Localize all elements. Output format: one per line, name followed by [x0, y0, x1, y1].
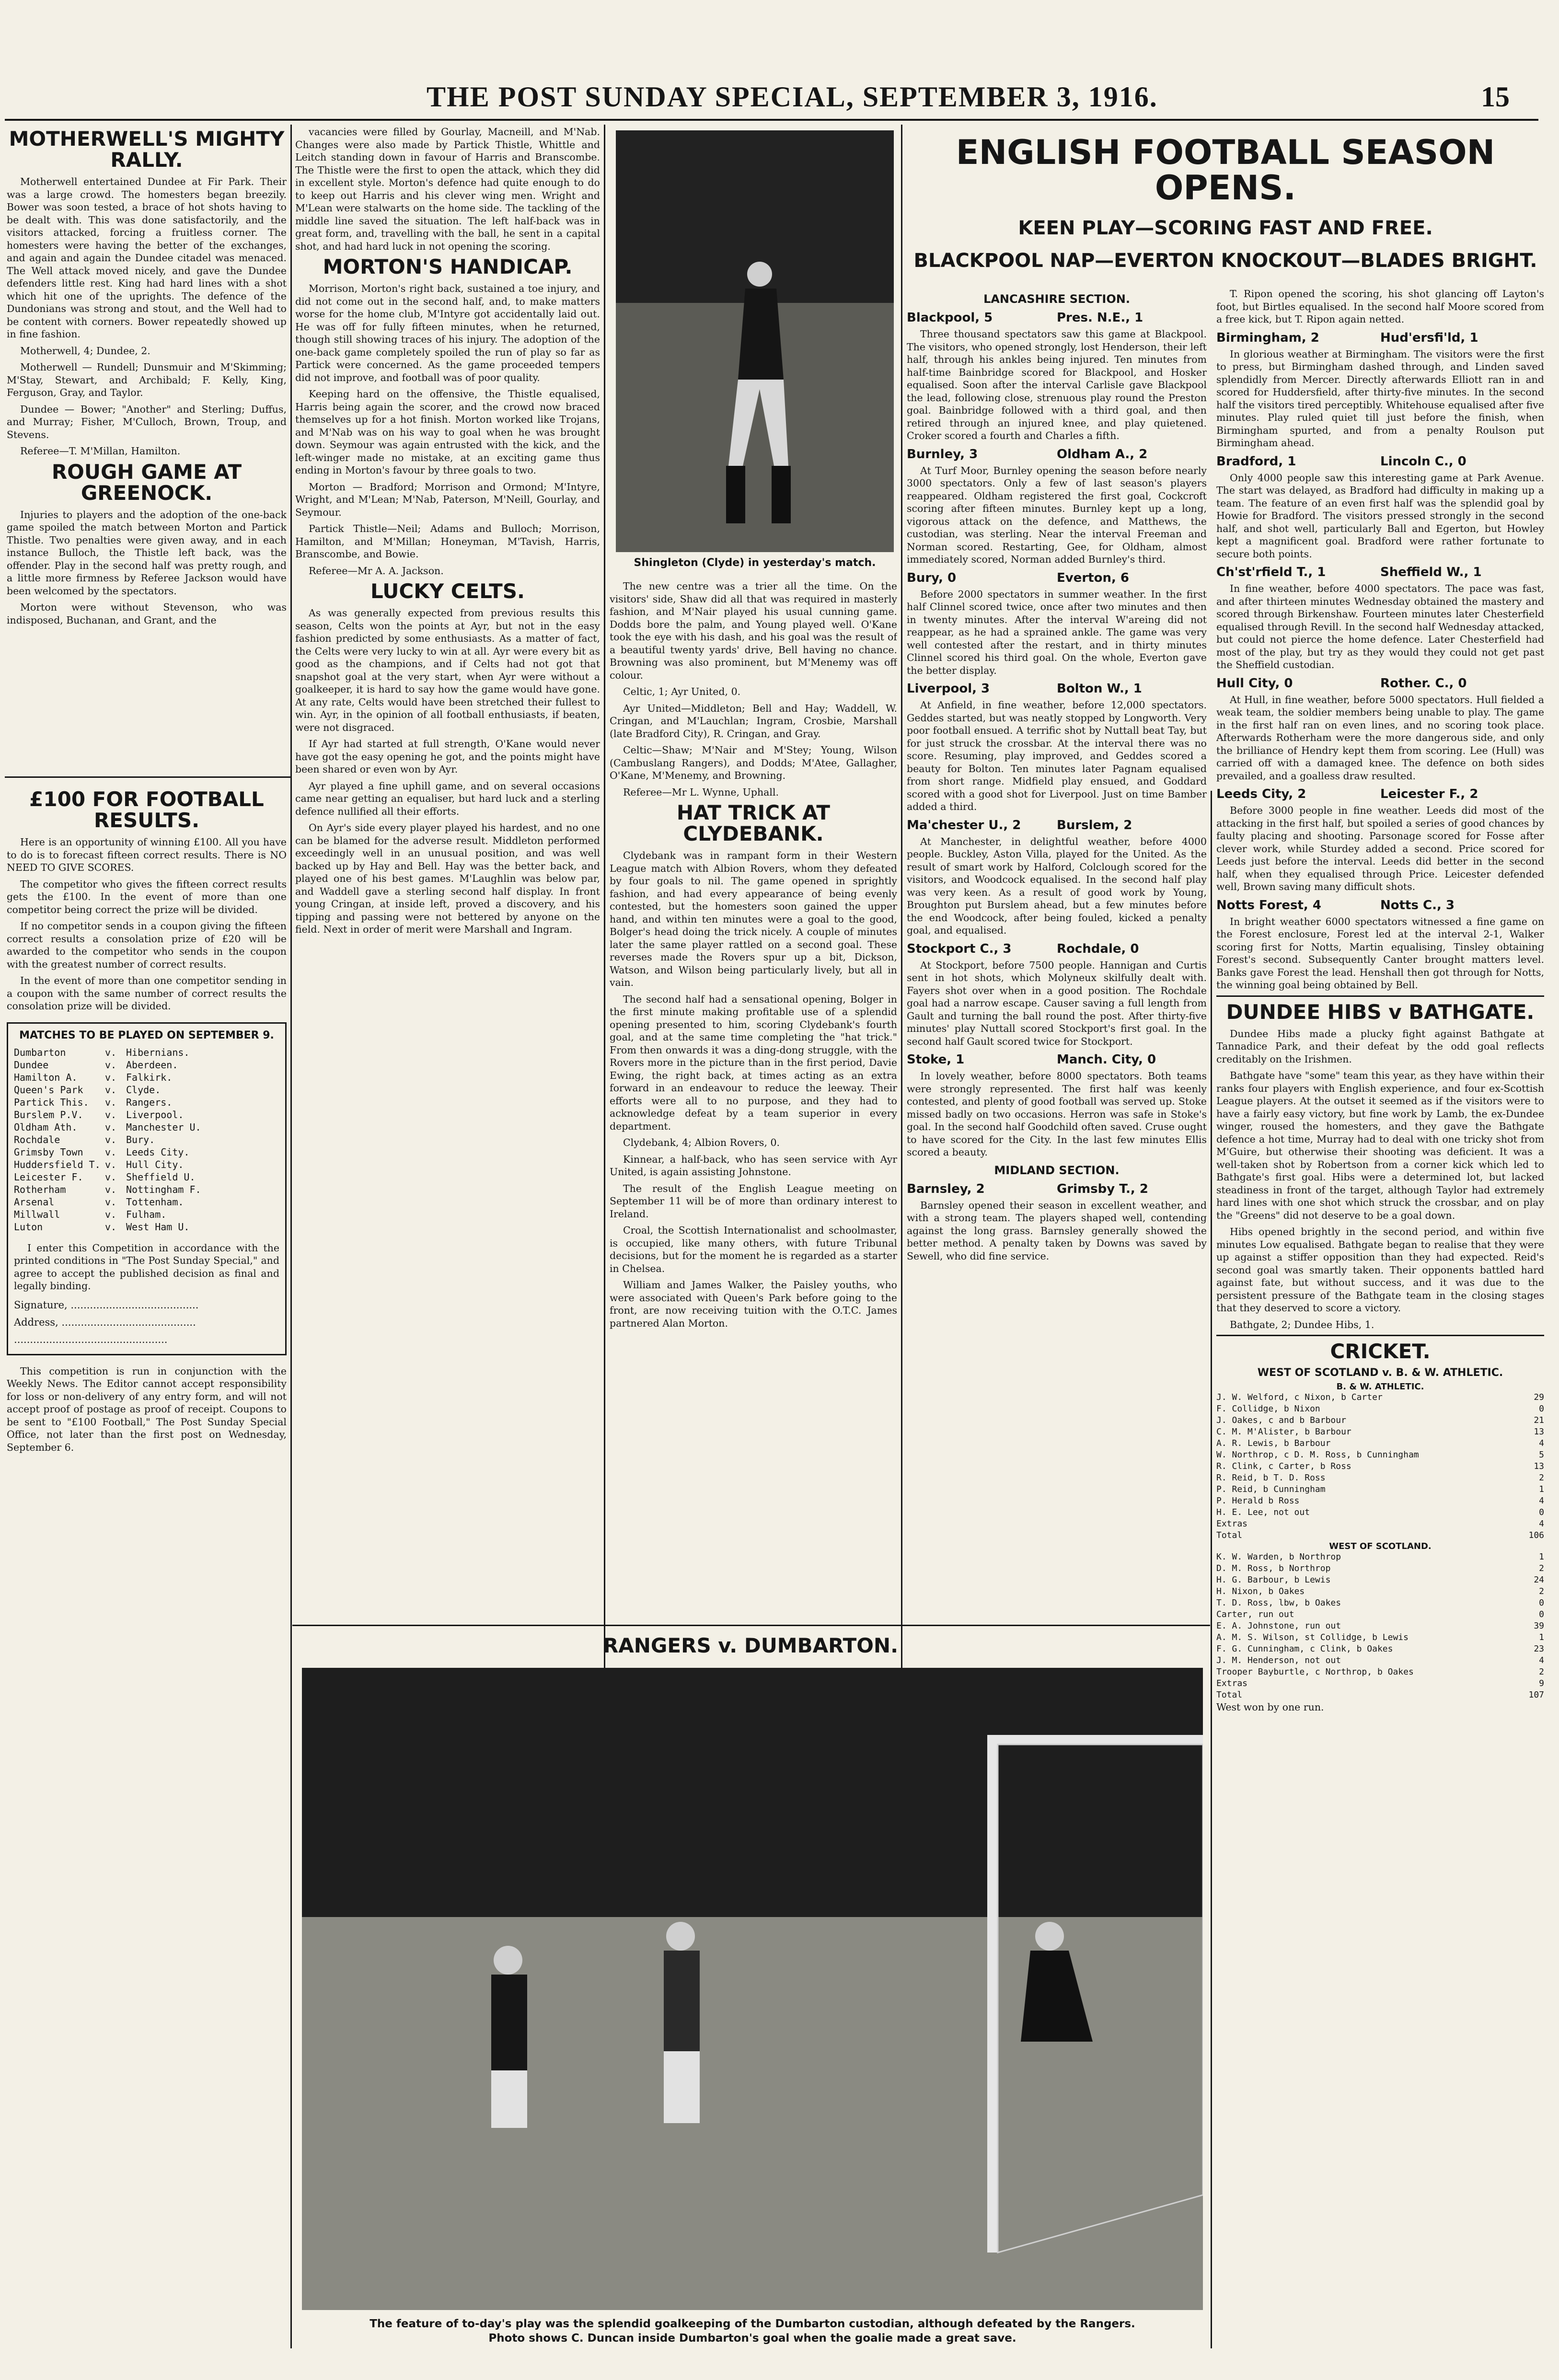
fixture-versus: v.	[105, 1196, 117, 1208]
match-header	[907, 447, 1207, 462]
away-team: Sheffield W., 1	[1380, 565, 1482, 579]
batsman-row	[1216, 1495, 1544, 1507]
fixture-versus: v.	[105, 1208, 117, 1220]
home-team: Leeds City, 2	[1216, 787, 1306, 801]
article-paragraph: The second half had a sensational opening, Bolger in the first minute making profitable use of a splendid opening presented to him, scoring Clydebank's fourth goal, and at the same time completing the "hat trick." From then onwards it was a ding-dong struggle, with the Rovers more in the picture than in the first period, Davie Ewing, the right back, at times acting as an extra forward in an endeavour to reduce the leeway. Their efforts were all to no purpose, and they had to acknowledge defeat by a team superior in every department.	[610, 993, 897, 1132]
total-label: Total	[1216, 1530, 1243, 1541]
batsman-name: P. Reid, b Cunningham	[1216, 1484, 1326, 1495]
article-paragraph: Motherwell entertained Dundee at Fir Park. Their was a large crowd. The homesters began breezily. Bower was soon tested, a brace of hot shots having to be dealt with. This was done satisfactorily, and the visitors attacked, forcing a fruitless corner. The homesters were having the better of the exchanges, and again and again the Dundee citadel was menaced. The Well attack moved nicely, and gave the Dundee defenders little rest. King had hard lines with a shot which hit one of the uprights. The defence of the Dundonians was strong and stout, and the Well had to be content with corners. Bower repeatedly showed up in fine fashion.	[7, 176, 287, 340]
fixture-away: Rangers.	[126, 1096, 173, 1108]
fixture-versus: v.	[105, 1221, 117, 1233]
batsman-name: F. G. Cunningham, c Clink, b Oakes	[1216, 1644, 1393, 1654]
match-report: In bright weather 6000 spectators witnessed a fine game on the Forest enclosure, Forest led at the interval 2-1, Walker scoring first for Notts, Martin equalising, Tinsley obtaining Forest's second. Subsequently Canter brought matters level. Banks gave Forest the lead. Henshall then got through for Notts, the winning goal being obtained by Bell.	[1216, 915, 1544, 991]
match-report: Before 3000 people in fine weather. Leeds did most of the attacking in the first half, but spoiled a series of good chances by faulty placing and shooting. Parsonage scored for Fosse after clever work, while Sturdey added a second. Price scored for Leeds just before the interval. Leeds did better in the second half, when they equalised through Price. Leicester defended well, Brown saving many difficult shots.	[1216, 805, 1544, 892]
batsman-name: F. Collidge, b Nixon	[1216, 1404, 1320, 1414]
batsman-name: J. W. Welford, c Nixon, b Carter	[1216, 1392, 1383, 1403]
batsman-row	[1216, 1609, 1544, 1620]
section-lancashire: LANCASHIRE SECTION.	[983, 292, 1130, 306]
fixture-versus: v.	[105, 1109, 117, 1121]
headline-english: ENGLISH FOOTBALL SEASON OPENS.	[956, 133, 1495, 208]
batsman-runs: 0	[1539, 1598, 1544, 1608]
batsman-row	[1216, 1655, 1544, 1666]
total-value: 107	[1528, 1690, 1544, 1700]
fixture-away: West Ham U.	[126, 1221, 190, 1233]
section-midland: MIDLAND SECTION.	[994, 1163, 1120, 1177]
referee: Referee—T. M'Millan, Hamilton.	[20, 445, 181, 457]
article-paragraph: Here is an opportunity of winning £100. All you have to do is to forecast fifteen correct results. There is NO NEED TO GIVE SCORES.	[7, 836, 287, 874]
fixture-row	[14, 1221, 279, 1233]
fixture-versus: v.	[105, 1059, 117, 1071]
batsman-row	[1216, 1551, 1544, 1563]
match-header	[907, 818, 1207, 832]
headline-competition: £100 FOR FOOTBALL RESULTS.	[29, 787, 264, 832]
article-paragraph: Injuries to players and the adoption of the one-back game spoiled the match between Morton and Partick Thistle. Two penalties were given away, and in each instance Bulloch, the Thistle left back, was the offender. Play in the second half was pretty rough, and a little more firmness by Referee Jackson would have been welcomed by the spectators.	[7, 508, 287, 597]
headline-rangers: RANGERS v. DUMBARTON.	[602, 1634, 899, 1657]
batsman-row	[1216, 1678, 1544, 1689]
total-value: 106	[1528, 1530, 1544, 1541]
rangers-caption-2: Photo shows C. Duncan inside Dumbarton's goal when the goalie made a great save.	[488, 2332, 1016, 2345]
fixture-row	[14, 1196, 279, 1208]
column-2	[295, 126, 600, 1621]
fixture-row	[14, 1121, 279, 1133]
team-lineup: Partick Thistle—Neil; Adams and Bulloch; Morrison, Hamilton, and M'Millan; Honeyman, M'Tavish, Harris, Branscombe, and Bowie.	[295, 523, 600, 560]
column-1-top	[7, 126, 287, 773]
home-team: Hull City, 0	[1216, 676, 1293, 691]
match-report: Three thousand spectators saw this game at Blackpool. The visitors, who opened strongly, lost Henderson, their left half, through his ankles being injured. Ten minutes from half-time Bainbridge scored for Blackpool, and Hosker equalised. Soon after the interval Carlisle gave Blackpool the lead, following close, strenuous play round the Preston goal. Bainbridge followed with a third goal, and then retired through an injured knee, and play quietened. Croker scored a fourth and Charles a fifth.	[907, 328, 1207, 441]
headline-clydebank: HAT TRICK AT CLYDEBANK.	[676, 801, 831, 846]
match-header	[907, 942, 1207, 956]
fixture-away: Nottingham F.	[126, 1183, 201, 1195]
batsman-name: E. A. Johnstone, run out	[1216, 1621, 1341, 1631]
team-2-name: WEST OF SCOTLAND.	[1329, 1541, 1432, 1552]
away-team: Rochdale, 0	[1057, 941, 1139, 956]
innings-1	[1216, 1392, 1544, 1530]
fixture-versus: v.	[105, 1096, 117, 1108]
fixture-home: Queen's Park	[14, 1084, 83, 1096]
fixture-row	[14, 1096, 279, 1109]
batsman-runs: 4	[1539, 1655, 1544, 1666]
fixture-row	[14, 1171, 279, 1183]
batsman-row	[1216, 1643, 1544, 1655]
article-paragraph: Bathgate have "some" team this year, as they have within their ranks four players with English experience, and four ex-Scottish League players. At the outset it seemed as if the visitors were to have a fairly easy victory, but fine work by Lamb, the ex-Dundee winger, roused the homesters, and they gave the Bathgate defence a hot time, Murray had to deal with one tricky shot from M'Guire, but otherwise their shooting was deficient. It was a well-taken shot by Robertson from a corner kick which led to Bathgate's first goal. Hibs were a determined lot, but lacked steadiness in front of the target, although Taylor had extremely hard lines with one shot which struck the crossbar, and on play the "Greens" did not deserve to be a goal down.	[1216, 1070, 1544, 1221]
home-team: Notts Forest, 4	[1216, 898, 1321, 913]
masthead-title: THE POST SUNDAY SPECIAL, SEPTEMBER 3, 1916.	[427, 81, 1158, 113]
fixture-versus: v.	[105, 1084, 117, 1096]
batsman-runs: 9	[1539, 1678, 1544, 1689]
home-team: Birmingham, 2	[1216, 330, 1319, 345]
fixture-home: Burslem P.V.	[14, 1109, 83, 1121]
column-rule	[290, 125, 292, 2348]
batsman-name: H. Nixon, b Oakes	[1216, 1586, 1305, 1597]
innings-1-total	[1216, 1530, 1544, 1541]
section-rule	[5, 776, 290, 778]
fixture-away: Tottenham.	[126, 1196, 184, 1208]
match-report: Only 4000 people saw this interesting game at Park Avenue. The start was delayed, as Bradford had difficulty in making up a team. The feature of an even first half was the splendid goal by Howie for Bradford. The visitors pressed strongly in the second half, and shot well, particularly Ball and Egerton, but Howley kept a magnificent goal. Bradford were rather fortunate to secure both points.	[1216, 472, 1544, 560]
fixture-home: Partick This.	[14, 1096, 89, 1108]
away-team: Leicester F., 2	[1380, 787, 1478, 801]
batsman-row	[1216, 1484, 1544, 1495]
match-header	[907, 311, 1207, 325]
fixture-home: Leicester F.	[14, 1171, 83, 1183]
masthead-rule	[5, 119, 1538, 121]
article-paragraph: Croal, the Scottish Internationalist and schoolmaster, is occupied, like many others, with future Tribunal decisions, but for the moment he is regarded as a starter in Chelsea.	[610, 1225, 897, 1274]
article-paragraph: On Ayr's side every player played his hardest, and no one can be blamed for the adverse result. Middleton performed exceedingly well in an unusual position, and was well backed up by Hay and Bell. Hay was the better back, and played one of his best games. M'Laughlin was below par, and Waddell gave a sterling second half display. In front young Cringan, at inside left, proved a discovery, and his tipping and passing were not bettered by anyone on the field. Next in order of merit were Marshall and Ingram.	[295, 822, 600, 936]
rangers-photo	[302, 1668, 1203, 2310]
match-score: Bathgate, 2; Dundee Hibs, 1.	[1230, 1318, 1374, 1330]
cricket-subheadline: WEST OF SCOTLAND v. B. & W. ATHLETIC.	[1257, 1367, 1503, 1379]
batsman-row	[1216, 1632, 1544, 1643]
fixture-away: Bury.	[126, 1133, 155, 1145]
match-header	[1216, 331, 1544, 345]
match-header	[1216, 676, 1544, 691]
match-report: Before 2000 spectators in summer weather. In the first half Clinnel scored twice, once after two minutes and then in twenty minutes. After the interval W'areing did not reappear, as he had a sprained ankle. The game was very well contested after the restart, and in thirty minutes Clinnel scored his third goal. On the whole, Everton gave the better display.	[907, 588, 1207, 676]
batsman-row	[1216, 1507, 1544, 1518]
away-team: Pres. N.E., 1	[1057, 311, 1143, 325]
batsman-runs: 0	[1539, 1404, 1544, 1414]
batsman-runs: 1	[1539, 1484, 1544, 1495]
fixture-away: Falkirk.	[126, 1071, 173, 1083]
batsman-name: K. W. Warden, b Northrop	[1216, 1552, 1341, 1562]
section-rule	[292, 1625, 1210, 1626]
match-report: At Manchester, in delightful weather, before 4000 people. Buckley, Aston Villa, played for the United. As the result of smart work by Halford, Colclough scored for the visitors, and Woodcock equalised. In the second half play was very keen. As a result of good work by Young, Broughton put Burslem ahead, but a few minutes before the end Woodcock, after being fouled, kicked a penalty goal, and equalised.	[907, 835, 1207, 936]
fixture-home: Arsenal	[14, 1196, 55, 1208]
match-header	[1216, 565, 1544, 579]
masthead	[5, 72, 1548, 129]
fixture-home: Luton	[14, 1221, 43, 1233]
fixture-away: Fulham.	[126, 1208, 167, 1220]
article-paragraph: William and James Walker, the Paisley youths, who were associated with Queen's Park before going to the front, are now receiving tuition with the O.T.C. James partnered Alan Morton.	[610, 1279, 897, 1329]
home-team: Burnley, 3	[907, 447, 978, 462]
batsman-row	[1216, 1415, 1544, 1426]
batsman-runs: 1	[1539, 1552, 1544, 1562]
fixture-home: Dundee	[14, 1059, 49, 1071]
batsman-name: Trooper Bayburtle, c Northrop, b Oakes	[1216, 1667, 1414, 1677]
fixture-versus: v.	[105, 1183, 117, 1195]
article-paragraph: Dundee Hibs made a plucky fight against Bathgate at Tannadice Park, and their defeat by the odd goal reflects creditably on the Irishmen.	[1216, 1028, 1544, 1065]
article-paragraph: Morrison, Morton's right back, sustained a toe injury, and did not come out in the second half, and, to make matters worse for the home club, M'Intyre got accidentally laid out. He was off for fully fifteen minutes, when he returned, though still showing traces of his injury. The adoption of the one-back game completely spoiled the run of play so far as Partick were concerned. As the game proceeded tempers did not improve, and football was of poor quality.	[295, 283, 600, 383]
headline-morton: MORTON'S HANDICAP.	[323, 255, 573, 278]
fixture-away: Sheffield U.	[126, 1171, 196, 1183]
batsman-row	[1216, 1586, 1544, 1597]
fixture-away: Leeds City.	[126, 1146, 190, 1158]
fixture-away: Hibernians.	[126, 1046, 190, 1058]
fixture-away: Liverpool.	[126, 1109, 184, 1121]
fixture-home: Dumbarton	[14, 1046, 66, 1058]
column-rule	[901, 125, 902, 1754]
batsman-runs: 4	[1539, 1496, 1544, 1506]
fixture-versus: v.	[105, 1158, 117, 1170]
batsman-name: D. M. Ross, b Northrop	[1216, 1563, 1331, 1574]
coupon-terms: I enter this Competition in accordance with the printed conditions in "The Post Sunday Special," and agree to accept the published decision as final and legally binding.	[14, 1242, 279, 1292]
page-number: 15	[1481, 81, 1510, 113]
fixture-versus: v.	[105, 1046, 117, 1058]
fixture-row	[14, 1109, 279, 1121]
fixture-away: Manchester U.	[126, 1121, 201, 1133]
batsman-runs: 24	[1534, 1575, 1544, 1585]
article-paragraph: The new centre was a trier all the time. On the visitors' side, Shaw did all that was required in masterly fashion, and M'Nair played his usual cunning game. Dodds bore the palm, and Young played well. O'Kane took the eye with his dash, and his goal was the result of a beautiful twenty yards' drive, Bell having no chance. Browning was also prominent, but M'Menemy was off colour.	[610, 580, 897, 681]
batsman-row	[1216, 1426, 1544, 1438]
batsman-runs: 13	[1534, 1461, 1544, 1472]
cricket-result: West won by one run.	[1216, 1701, 1324, 1713]
column-5	[1216, 288, 1544, 2348]
batsman-runs: 2	[1539, 1667, 1544, 1677]
batsman-runs: 23	[1534, 1644, 1544, 1654]
column-rule	[604, 125, 605, 1754]
batsman-row	[1216, 1597, 1544, 1609]
fixtures-list	[14, 1046, 279, 1233]
article-paragraph: Morton were without Stevenson, who was indisposed, Buchanan, and Grant, and the	[7, 601, 287, 626]
article-paragraph: As was generally expected from previous results this season, Celts won the points at Ayr, but not in the easy fashion predicted by some enthusiasts. As a matter of fact, the Celts were very lucky to win at all. Ayr were every bit as good as the champions, and if Celts had not got that snapshot goal at the very start, when Ayr were without a goalkeeper, it is hard to say how the game would have gone. At any rate, Celts would have been stretched their fullest to win. Ayr, in the opinion of all football enthusiasts, if beaten, were not disgraced.	[295, 607, 600, 733]
fixture-versus: v.	[105, 1071, 117, 1083]
match-score: Clydebank, 4; Albion Rovers, 0.	[623, 1137, 780, 1149]
fixture-home: Grimsby Town	[14, 1146, 83, 1158]
referee: Referee—Mr L. Wynne, Uphall.	[623, 786, 779, 798]
photo-caption: Shingleton (Clyde) in yesterday's match.	[634, 557, 876, 569]
article-paragraph: In the event of more than one competitor sending in a coupon with the same number of correct results the consolation prize will be divided.	[7, 975, 287, 1012]
home-team: Liverpool, 3	[907, 682, 990, 696]
coupon: MATCHES TO BE PLAYED ON SEPTEMBER 9. Dumbarton v. Hibernians. Dundee v. Aberdeen. Hamilton A. v. Falkirk. Queen's Park v. Clyde. Partick This. v. Rangers. Burslem P.V. v. Liverpool. Oldham Ath. v. Manchester U. Rochdale v. Bury. Grimsby Town v. Leeds City. Huddersfield T. v. Hull City. Leicester F. v. Sheffield U. Rotherham v. Nottingham F. Arsenal v. Tottenham. Millwall v. Fulham. Luton v. West Ham U. I enter this Competition in accordance with the printed conditions in "The Post Sunday Special," and agree to accept the published decision as final and legally binding. Signature, ........................................ Address, .......................................... ................................................	[7, 1022, 287, 1355]
away-team: Hud'ersfi'ld, 1	[1380, 330, 1478, 345]
batsman-runs: 2	[1539, 1473, 1544, 1483]
batsman-name: T. D. Ross, lbw, b Oakes	[1216, 1598, 1341, 1608]
home-team: Bradford, 1	[1216, 454, 1296, 469]
fixture-home: Rotherham	[14, 1183, 66, 1195]
fixture-row	[14, 1133, 279, 1146]
batsman-name: A. R. Lewis, b Barbour	[1216, 1438, 1331, 1449]
match-header	[1216, 787, 1544, 801]
team-lineup: Ayr United—Middleton; Bell and Hay; Waddell, W. Cringan, and M'Lauchlan; Ingram, Crosbie, Marshall (late Bradford City), R. Cringan, and Gray.	[610, 702, 897, 739]
referee: Referee—Mr A. A. Jackson.	[309, 565, 444, 577]
headline-dundee-hibs: DUNDEE HIBS v BATHGATE.	[1216, 995, 1544, 1023]
batsman-name: R. Clink, c Carter, b Ross	[1216, 1461, 1351, 1472]
home-team: Ma'chester U., 2	[907, 818, 1021, 832]
batsman-row	[1216, 1438, 1544, 1449]
away-team: Lincoln C., 0	[1380, 454, 1467, 469]
batsman-row	[1216, 1472, 1544, 1484]
batsman-runs: 13	[1534, 1427, 1544, 1437]
away-team: Bolton W., 1	[1057, 682, 1142, 696]
batsman-runs: 39	[1534, 1621, 1544, 1631]
away-team: Everton, 6	[1057, 570, 1129, 585]
match-header	[907, 1182, 1207, 1196]
fixture-away: Clyde.	[126, 1084, 161, 1096]
batsman-runs: 0	[1539, 1507, 1544, 1518]
headline-celts: LUCKY CELTS.	[370, 579, 525, 603]
team-lineup: Motherwell — Rundell; Dunsmuir and M'Skimming; M'Stay, Stewart, and Archibald; F. Kelly, King, Ferguson, Gray, and Taylor.	[7, 361, 287, 399]
team-lineup: Dundee — Bower; "Another" and Sterling; Duffus, and Murray; Fisher, M'Culloch, Brown, Troup, and Stevens.	[7, 403, 287, 440]
away-team: Burslem, 2	[1057, 818, 1132, 832]
total-label: Total	[1216, 1690, 1243, 1700]
batsman-name: W. Northrop, c D. M. Ross, b Cunningham	[1216, 1450, 1419, 1460]
article-paragraph: Hibs opened brightly in the second period, and within five minutes Low equalised. Bathgate began to realise that they were up against a stiffer opposition than they had expected. Reid's second goal was smartly taken. Their opponents battled hard against fate, but without success, and it was due to the persistent pressure of the Bathgate team in the closing stages that they deserved to score a victory.	[1216, 1226, 1544, 1314]
column-3	[610, 580, 897, 1621]
batsman-row	[1216, 1403, 1544, 1415]
fixture-row	[14, 1146, 279, 1158]
batsman-row	[1216, 1666, 1544, 1678]
match-header	[907, 1052, 1207, 1067]
batsman-runs: 5	[1539, 1450, 1544, 1460]
match-report: At Hull, in fine weather, before 5000 spectators. Hull fielded a weak team, the soldier members being unable to play. The game in the first half ran on even lines, and no scoring took place. Afterwards Rotherham were the more dangerous side, and only the brilliance of Hendry kept them from scoring. Lee (Hull) was carried off with a damaged knee. The defence on both sides prevailed, and a goalless draw resulted.	[1216, 693, 1544, 782]
fixture-row	[14, 1084, 279, 1096]
fixture-row	[14, 1158, 279, 1171]
match-score: Celtic, 1; Ayr United, 0.	[623, 686, 741, 697]
match-header	[1216, 454, 1544, 469]
headline-cricket: CRICKET.	[1216, 1335, 1544, 1362]
batsman-name: R. Reid, b T. D. Ross	[1216, 1473, 1326, 1483]
fixture-home: Hamilton A.	[14, 1071, 78, 1083]
batsman-runs: 2	[1539, 1586, 1544, 1597]
away-team: Oldham A., 2	[1057, 447, 1148, 462]
innings-2	[1216, 1551, 1544, 1689]
batsman-runs: 4	[1539, 1438, 1544, 1449]
away-team: Manch. City, 0	[1057, 1052, 1156, 1067]
batsman-name: Extras	[1216, 1519, 1248, 1529]
batsman-runs: 0	[1539, 1609, 1544, 1620]
english-heading	[907, 126, 1544, 284]
column-4	[907, 288, 1207, 1620]
away-team: Notts C., 3	[1380, 898, 1455, 913]
home-team: Blackpool, 5	[907, 311, 993, 325]
fixture-versus: v.	[105, 1146, 117, 1158]
competition-box	[7, 786, 287, 2348]
match-report: At Anfield, in fine weather, before 12,000 spectators. Geddes started, but was neatly stopped by Longworth. Very poor football ensued. A terrific shot by Nuttall beat Tay, but for just struck the crossbar. At the interval there was no score. Resuming, play improved, and Geddes scored a beauty for Bolton. Ten minutes later Pagnam equalised from short range. Midfield play ensued, and Goddard scored with a good shot for Liverpool. Just on time Bamber added a third.	[907, 699, 1207, 812]
fixture-row	[14, 1071, 279, 1084]
match-report: In lovely weather, before 8000 spectators. Both teams were strongly represented. The first half was keenly contested, and plenty of good football was served up. Stoke missed badly on two occasions. Herron was safe in Stoke's goal. In the second half Goodchild often saved. Cruse ought to have scored for the City. In the last few minutes Ellis scored a beauty.	[907, 1070, 1207, 1158]
signature-line[interactable]: Signature, ........................................	[14, 1299, 199, 1311]
team-lineup: Celtic—Shaw; M'Nair and M'Stey; Young, Wilson (Cambuslang Rangers), and Dodds; M'Atee, Gallagher, O'Kane, M'Menemy, and Browning.	[610, 744, 897, 781]
column-rule	[1211, 791, 1212, 2348]
home-team: Ch'st'rfield T., 1	[1216, 565, 1326, 579]
batsman-runs: 2	[1539, 1563, 1544, 1574]
batsman-row	[1216, 1392, 1544, 1403]
fixture-versus: v.	[105, 1171, 117, 1183]
match-report: In glorious weather at Birmingham. The visitors were the first to press, but Birmingham dashed through, and Linden saved splendidly from Mercer. Directly afterwards Elliott ran in and scored for Huddersfield, after thirty-five minutes. In the second half the visitors tired perceptibly. Whitehouse equalised after five minutes. Play ruled quiet till just before the finish, when Birmingham spurted, and from a penalty Roulson put Birmingham ahead.	[1216, 348, 1544, 449]
batsman-name: Carter, run out	[1216, 1609, 1294, 1620]
fixture-versus: v.	[105, 1121, 117, 1133]
innings-2-total	[1216, 1689, 1544, 1701]
fixture-row	[14, 1183, 279, 1196]
batsman-row	[1216, 1620, 1544, 1632]
match-report: Barnsley opened their season in excellent weather, and with a strong team. The players shaped well, contending against the long grass. Barnsley generally showed the better method. A penalty taken by Downs was saved by Sewell, who did fine service.	[907, 1199, 1207, 1262]
fixture-home: Oldham Ath.	[14, 1121, 78, 1133]
article-paragraph: Ayr played a fine uphill game, and on several occasions came near getting an equaliser, but hard luck and a sterling defence nullified all their efforts.	[295, 780, 600, 817]
batsman-name: J. Oakes, c and b Barbour	[1216, 1415, 1346, 1426]
article-paragraph: vacancies were filled by Gourlay, Macneill, and M'Nab. Changes were also made by Partick Thistle, Whittle and Leitch standing down in favour of Harris and Branscombe. The Thistle were the first to open the attack, which they did in excellent style. Morton's defence had quite enough to do to keep out Harris and his clever wing men. Wright and M'Lean were stalwarts on the home side. The tackling of the middle line saved the situation. The left half-back was in great form, and, travelling with the ball, he sent in a capital shot, and had hard luck in not opening the scoring.	[295, 126, 600, 252]
match-header	[907, 682, 1207, 696]
batsman-runs: 21	[1534, 1415, 1544, 1426]
address-label: Address,	[14, 1316, 58, 1328]
match-report: At Turf Moor, Burnley opening the season before nearly 3000 spectators. Only a few of last season's players reappeared. Oldham registered the first goal, Cockcroft scoring after fifteen minutes. Burnley kept up a long, vigorous attack on the defence, and Matthews, the custodian, was sterling. Near the interval Freeman and Norman scored. Restarting, Gee, for Oldham, almost immediately scored, Norman added Burnley's third.	[907, 464, 1207, 565]
batsman-name: Extras	[1216, 1678, 1248, 1689]
shingleton-photo	[616, 130, 894, 552]
fixture-home: Rochdale	[14, 1133, 60, 1145]
article-paragraph: Clydebank was in rampant form in their Western League match with Albion Rovers, whom they defeated by four goals to nil. The game opened in sprightly fashion, and had every appearance of being evenly contested, but the homesters soon gained the upper hand, and within ten minutes were a goal to the good, Bolger's head doing the trick nicely. A couple of minutes later the same player rattled on a second goal. These reverses made the Rovers spur up a bit, Dickson, Watson, and Wilson being particularly lively, but all in vain.	[610, 850, 897, 989]
signature-label: Signature,	[14, 1299, 68, 1311]
batsman-row	[1216, 1518, 1544, 1530]
fixture-row	[14, 1046, 279, 1059]
batsman-runs: 4	[1539, 1519, 1544, 1529]
headline-motherwell: MOTHERWELL'S MIGHTY RALLY.	[9, 127, 285, 172]
batsman-runs: 29	[1534, 1392, 1544, 1403]
match-header	[907, 571, 1207, 585]
article-paragraph: The result of the English League meeting on September 11 will be of more than ordinary interest to Ireland.	[610, 1182, 897, 1220]
away-team: Rother. C., 0	[1380, 676, 1467, 691]
batsman-row	[1216, 1449, 1544, 1461]
home-team: Stockport C., 3	[907, 941, 1012, 956]
fixture-home: Millwall	[14, 1208, 60, 1220]
batsman-name: J. M. Henderson, not out	[1216, 1655, 1341, 1666]
rangers-caption-1: The feature of to-day's play was the splendid goalkeeping of the Dumbarton custodian, although defeated by the Rangers.	[370, 2318, 1135, 2330]
article-paragraph: If no competitor sends in a coupon giving the fifteen correct results a consolation prize of £20 will be awarded to the competitor who sends in the coupon with the greatest number of correct results.	[7, 920, 287, 970]
batsman-runs: 1	[1539, 1632, 1544, 1643]
batsman-name: H. E. Lee, not out	[1216, 1507, 1310, 1518]
subheadline-2: BLACKPOOL NAP—EVERTON KNOCKOUT—BLADES BRIGHT.	[913, 250, 1537, 272]
fixture-home: Huddersfield T.	[14, 1158, 101, 1170]
article-paragraph: The competitor who gives the fifteen correct results gets the £100. In the event of more than one competitor being correct the prize will be divided.	[7, 878, 287, 915]
team-1-name: B. & W. ATHLETIC.	[1336, 1382, 1424, 1392]
match-header	[1216, 898, 1544, 913]
batsman-row	[1216, 1574, 1544, 1586]
batsman-row	[1216, 1563, 1544, 1574]
home-team: Stoke, 1	[907, 1052, 965, 1067]
article-paragraph: Keeping hard on the offensive, the Thistle equalised, Harris being again the scorer, and the crowd now braced themselves up for a hot finish. Morton worked like Trojans, and M'Nab was on his way to goal when he was brought down. Seymour was again entrusted with the kick, and the left-winger made no mistake, at an exciting game thus ending in Morton's favour by three goals to two.	[295, 388, 600, 476]
away-team: Grimsby T., 2	[1057, 1181, 1148, 1196]
fixture-row	[14, 1208, 279, 1221]
article-paragraph: If Ayr had started at full strength, O'Kane would never have got the easy opening he got, and the points might have been shared or even won by Ayr.	[295, 738, 600, 775]
batsman-row	[1216, 1461, 1544, 1472]
article-paragraph: This competition is run in conjunction with the Weekly News. The Editor cannot accept responsibility for loss or non-delivery of any entry form, and will not accept proof of postage as proof of receipt. Coupons to be sent to "£100 Football," The Post Sunday Special Office, not later than the first post on Wednesday, September 6.	[7, 1365, 287, 1453]
team-lineup: Morton — Bradford; Morrison and Ormond; M'Intyre, Wright, and M'Lean; M'Nab, Paterson, M'Neill, Gourlay, and Seymour.	[295, 481, 600, 518]
batsman-name: A. M. S. Wilson, st Collidge, b Lewis	[1216, 1632, 1409, 1643]
article-paragraph: Kinnear, a half-back, who has seen service with Ayr United, is again assisting Johnstone.	[610, 1153, 897, 1178]
batsman-name: C. M. M'Alister, b Barbour	[1216, 1427, 1351, 1437]
subheadline-1: KEEN PLAY—SCORING FAST AND FREE.	[1018, 217, 1433, 239]
match-report: T. Ripon opened the scoring, his shot glancing off Layton's foot, but Birtles equalised. In the second half Moore scored from a free kick, but T. Ripon again netted.	[1216, 288, 1544, 325]
batsman-name: P. Herald b Ross	[1216, 1496, 1300, 1506]
match-report: In fine weather, before 4000 spectators. The pace was fast, and after thirteen minutes Wednesday obtained the mastery and scored through Birkenshaw. Fourteen minutes later Chesterfield equalised through Revill. In the second half Wednesday attacked, but could not pierce the home defence. Later Chesterfield had most of the play, but try as they would they could not get past the Sheffield custodian.	[1216, 583, 1544, 670]
match-report: At Stockport, before 7500 people. Hannigan and Curtis sent in hot shots, which Molyneux skilfully dealt with. Fayers shot over when in a good position. The Rochdale goal had a narrow escape. Causer saving a full length from Gault and turning the ball round the post. After thirty-five minutes' play Nuttall scored Stockport's first goal. In the second half Gault scored twice for Stockport.	[907, 959, 1207, 1047]
home-team: Bury, 0	[907, 570, 957, 585]
fixture-away: Aberdeen.	[126, 1059, 178, 1071]
batsman-name: H. G. Barbour, b Lewis	[1216, 1575, 1331, 1585]
fixture-row	[14, 1059, 279, 1071]
address-line[interactable]: Address, ..........................................	[14, 1316, 196, 1328]
headline-greenock: ROUGH GAME AT GREENOCK.	[51, 460, 242, 505]
fixtures-title: MATCHES TO BE PLAYED ON SEPTEMBER 9.	[19, 1029, 274, 1041]
match-score: Motherwell, 4; Dundee, 2.	[20, 345, 150, 357]
fixture-versus: v.	[105, 1133, 117, 1145]
home-team: Barnsley, 2	[907, 1181, 985, 1196]
fixture-away: Hull City.	[126, 1158, 184, 1170]
